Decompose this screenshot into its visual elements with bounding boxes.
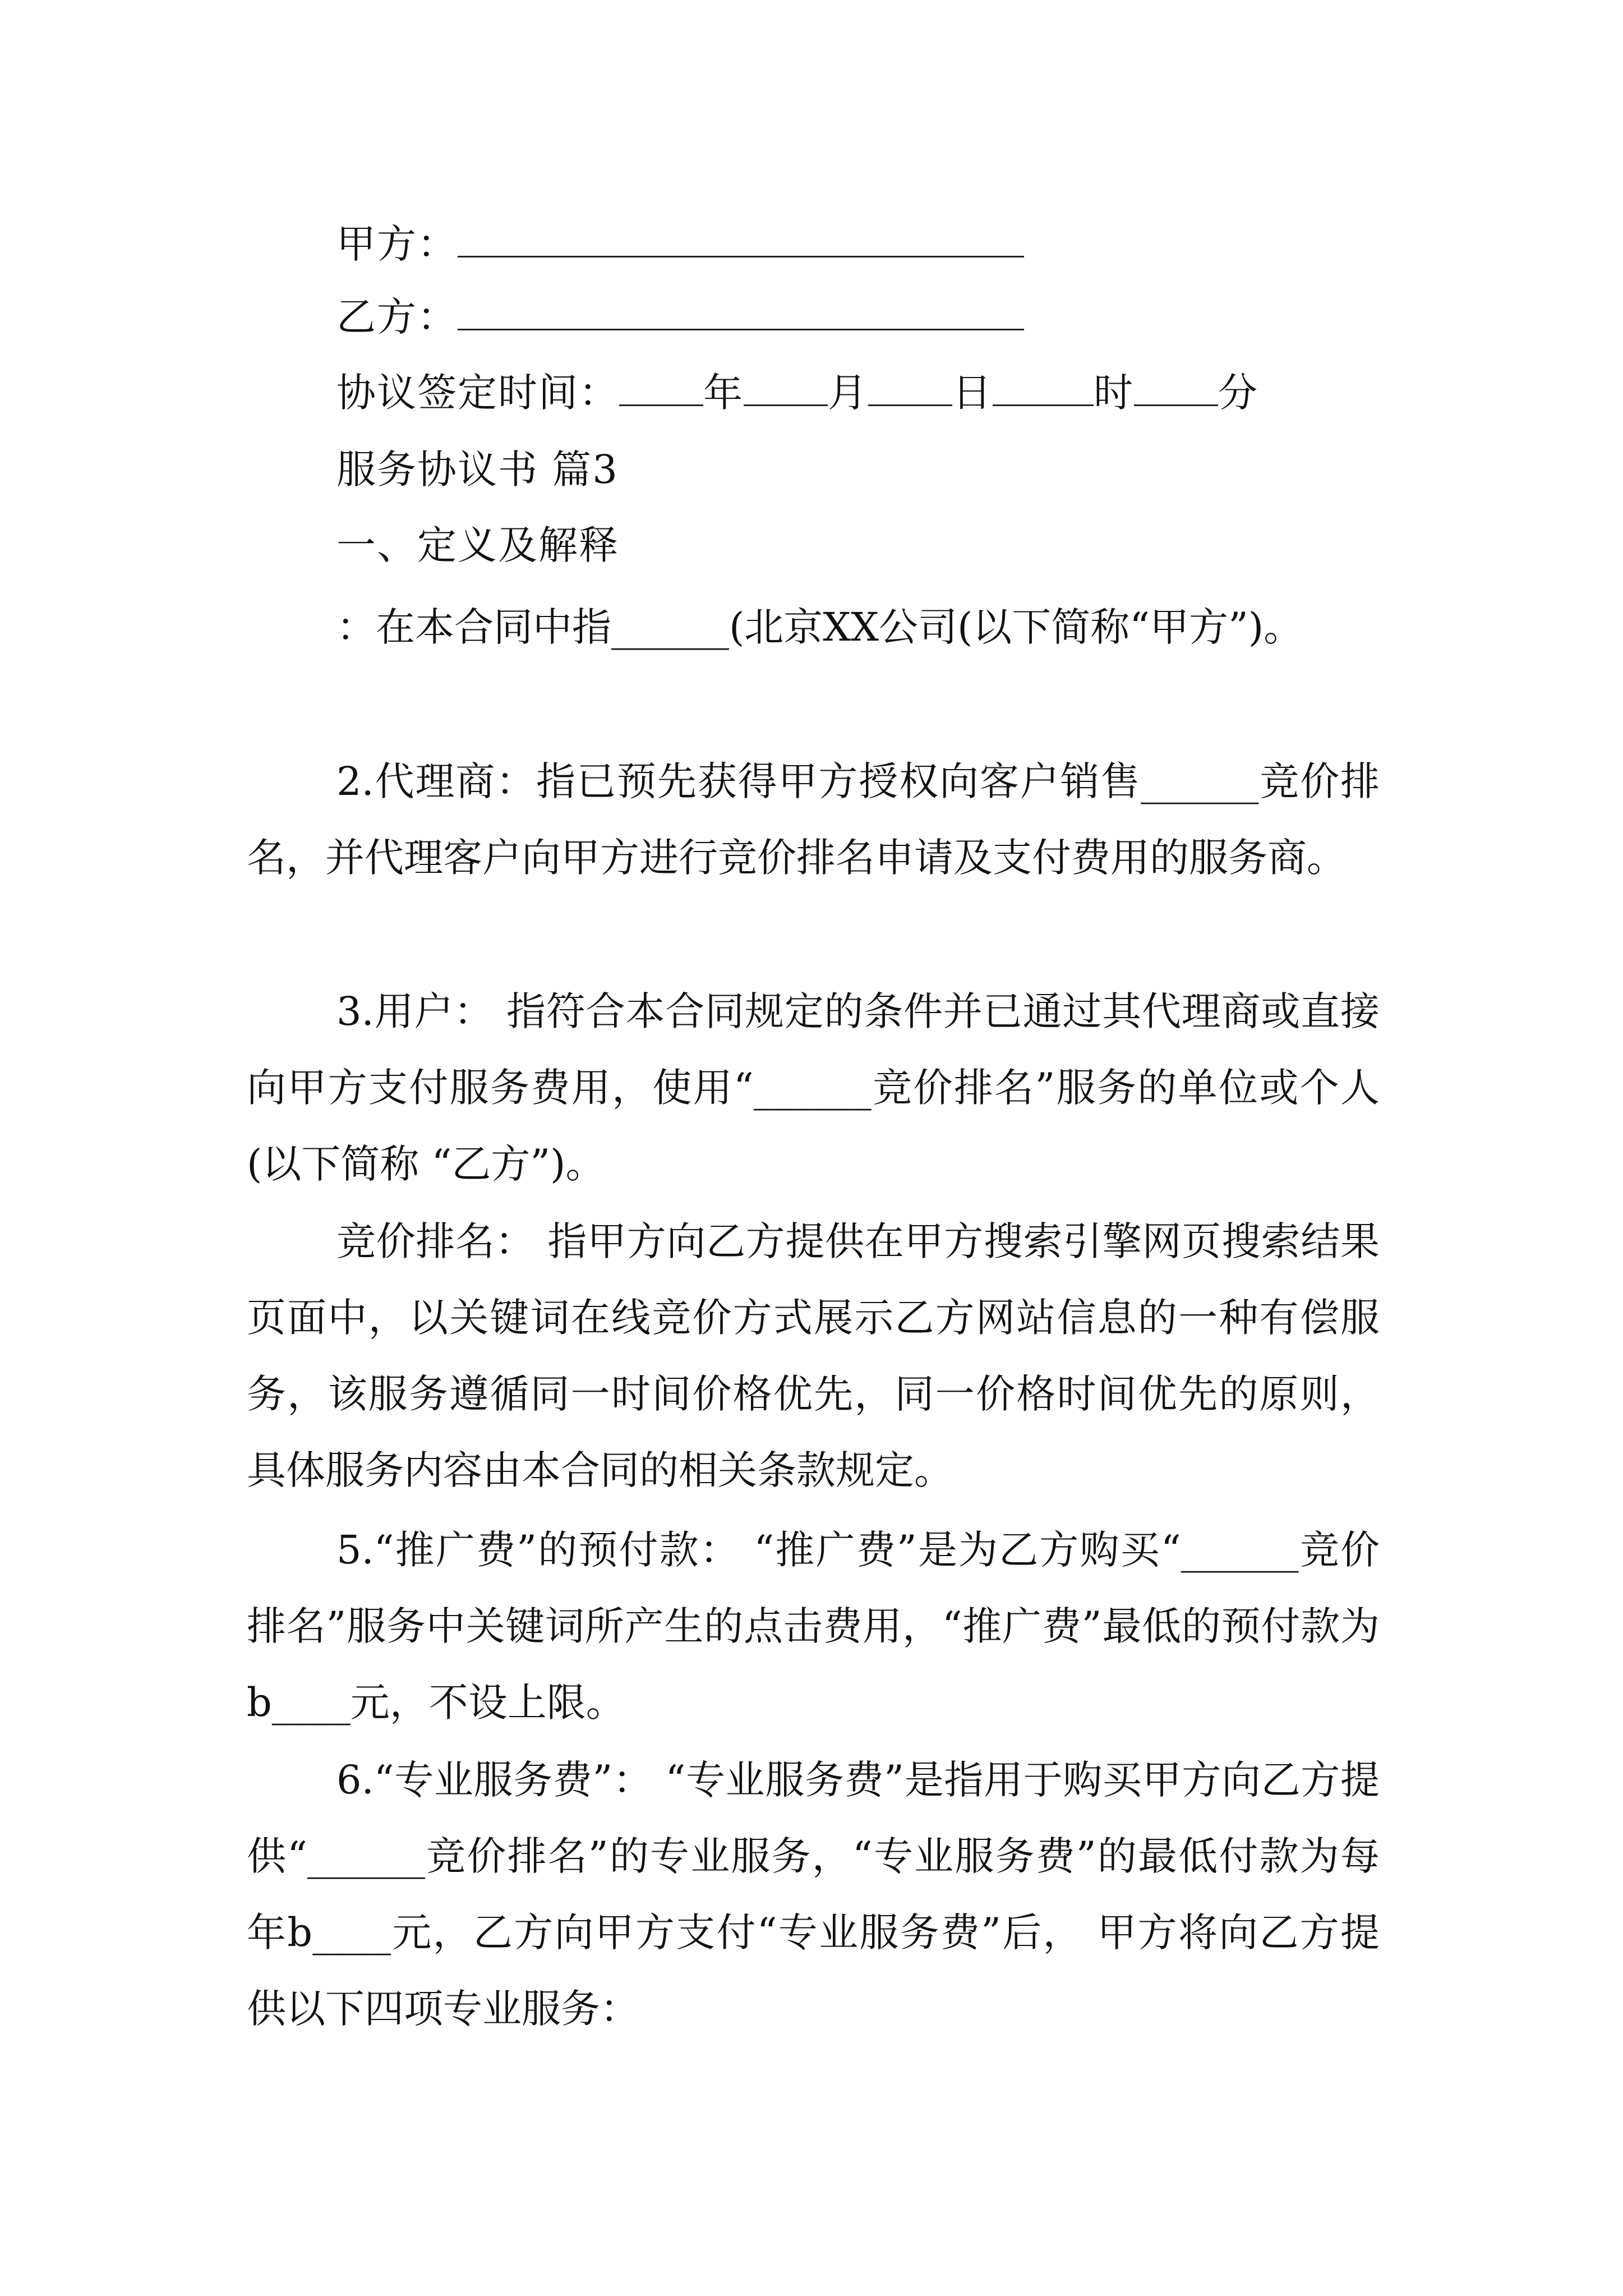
sign-time-line xyxy=(336,365,1258,421)
paragraph-6: 6.“专业服务费”： “专业服务费”是指用于购买甲方向乙方提供“______竞价排名”的专业服务，“专业服务费”的最低付款为每年b____元，乙方向甲方支付“专业服务费”后， 甲方将向乙方提供以下四项专业服务： xyxy=(247,1757,1380,2032)
section-title: 服务协议书 篇3 xyxy=(336,447,619,493)
year-blank xyxy=(619,369,703,406)
month-blank xyxy=(744,369,828,406)
hour-blank xyxy=(993,369,1094,406)
hour-label: 时 xyxy=(1094,370,1134,416)
minute-blank xyxy=(1134,369,1218,406)
paragraph-2: 2.代理商：指已预先获得甲方授权向客户销售______竞价排名，并代理客户向甲方进行竞价排名申请及支付费用的服务商。 xyxy=(247,758,1380,881)
party-a-blank xyxy=(458,220,1024,257)
minute-label: 分 xyxy=(1218,370,1258,416)
party-b-line xyxy=(336,289,1024,345)
party-b-label: 乙方： xyxy=(336,294,458,340)
sign-time-label: 协议签定时间： xyxy=(336,370,619,416)
paragraph-4: 竞价排名： 指甲方向乙方提供在甲方搜索引擎网页搜索结果页面中，以关键词在线竞价方式展示乙方网站信息的一种有偿服务，该服务遵循同一时间价格优先，同一价格时间优先的原则，具体服务内容由本合同的相关条款规定。 xyxy=(247,1218,1380,1493)
party-b-blank xyxy=(458,293,1024,330)
heading-definitions: 一、定义及解释 xyxy=(336,522,619,568)
day-label: 日 xyxy=(952,370,993,416)
party-a-line xyxy=(336,216,1024,272)
paragraph-3: 3.用户： 指符合本合同规定的条件并已通过其代理商或直接向甲方支付服务费用，使用“______竞价排名”服务的单位或个人(以下简称 “乙方”)。 xyxy=(247,988,1380,1187)
day-blank xyxy=(868,369,952,406)
party-a-label: 甲方： xyxy=(336,221,458,267)
year-label: 年 xyxy=(703,370,744,416)
paragraph-5: 5.“推广费”的预付款： “推广费”是为乙方购买“______竞价排名”服务中关键词所产生的点击费用，“推广费”最低的预付款为b____元，不设上限。 xyxy=(247,1527,1380,1726)
month-label: 月 xyxy=(828,370,868,416)
paragraph-1: ：在本合同中指______(北京XX公司(以下简称“甲方”)。 xyxy=(336,604,1303,650)
